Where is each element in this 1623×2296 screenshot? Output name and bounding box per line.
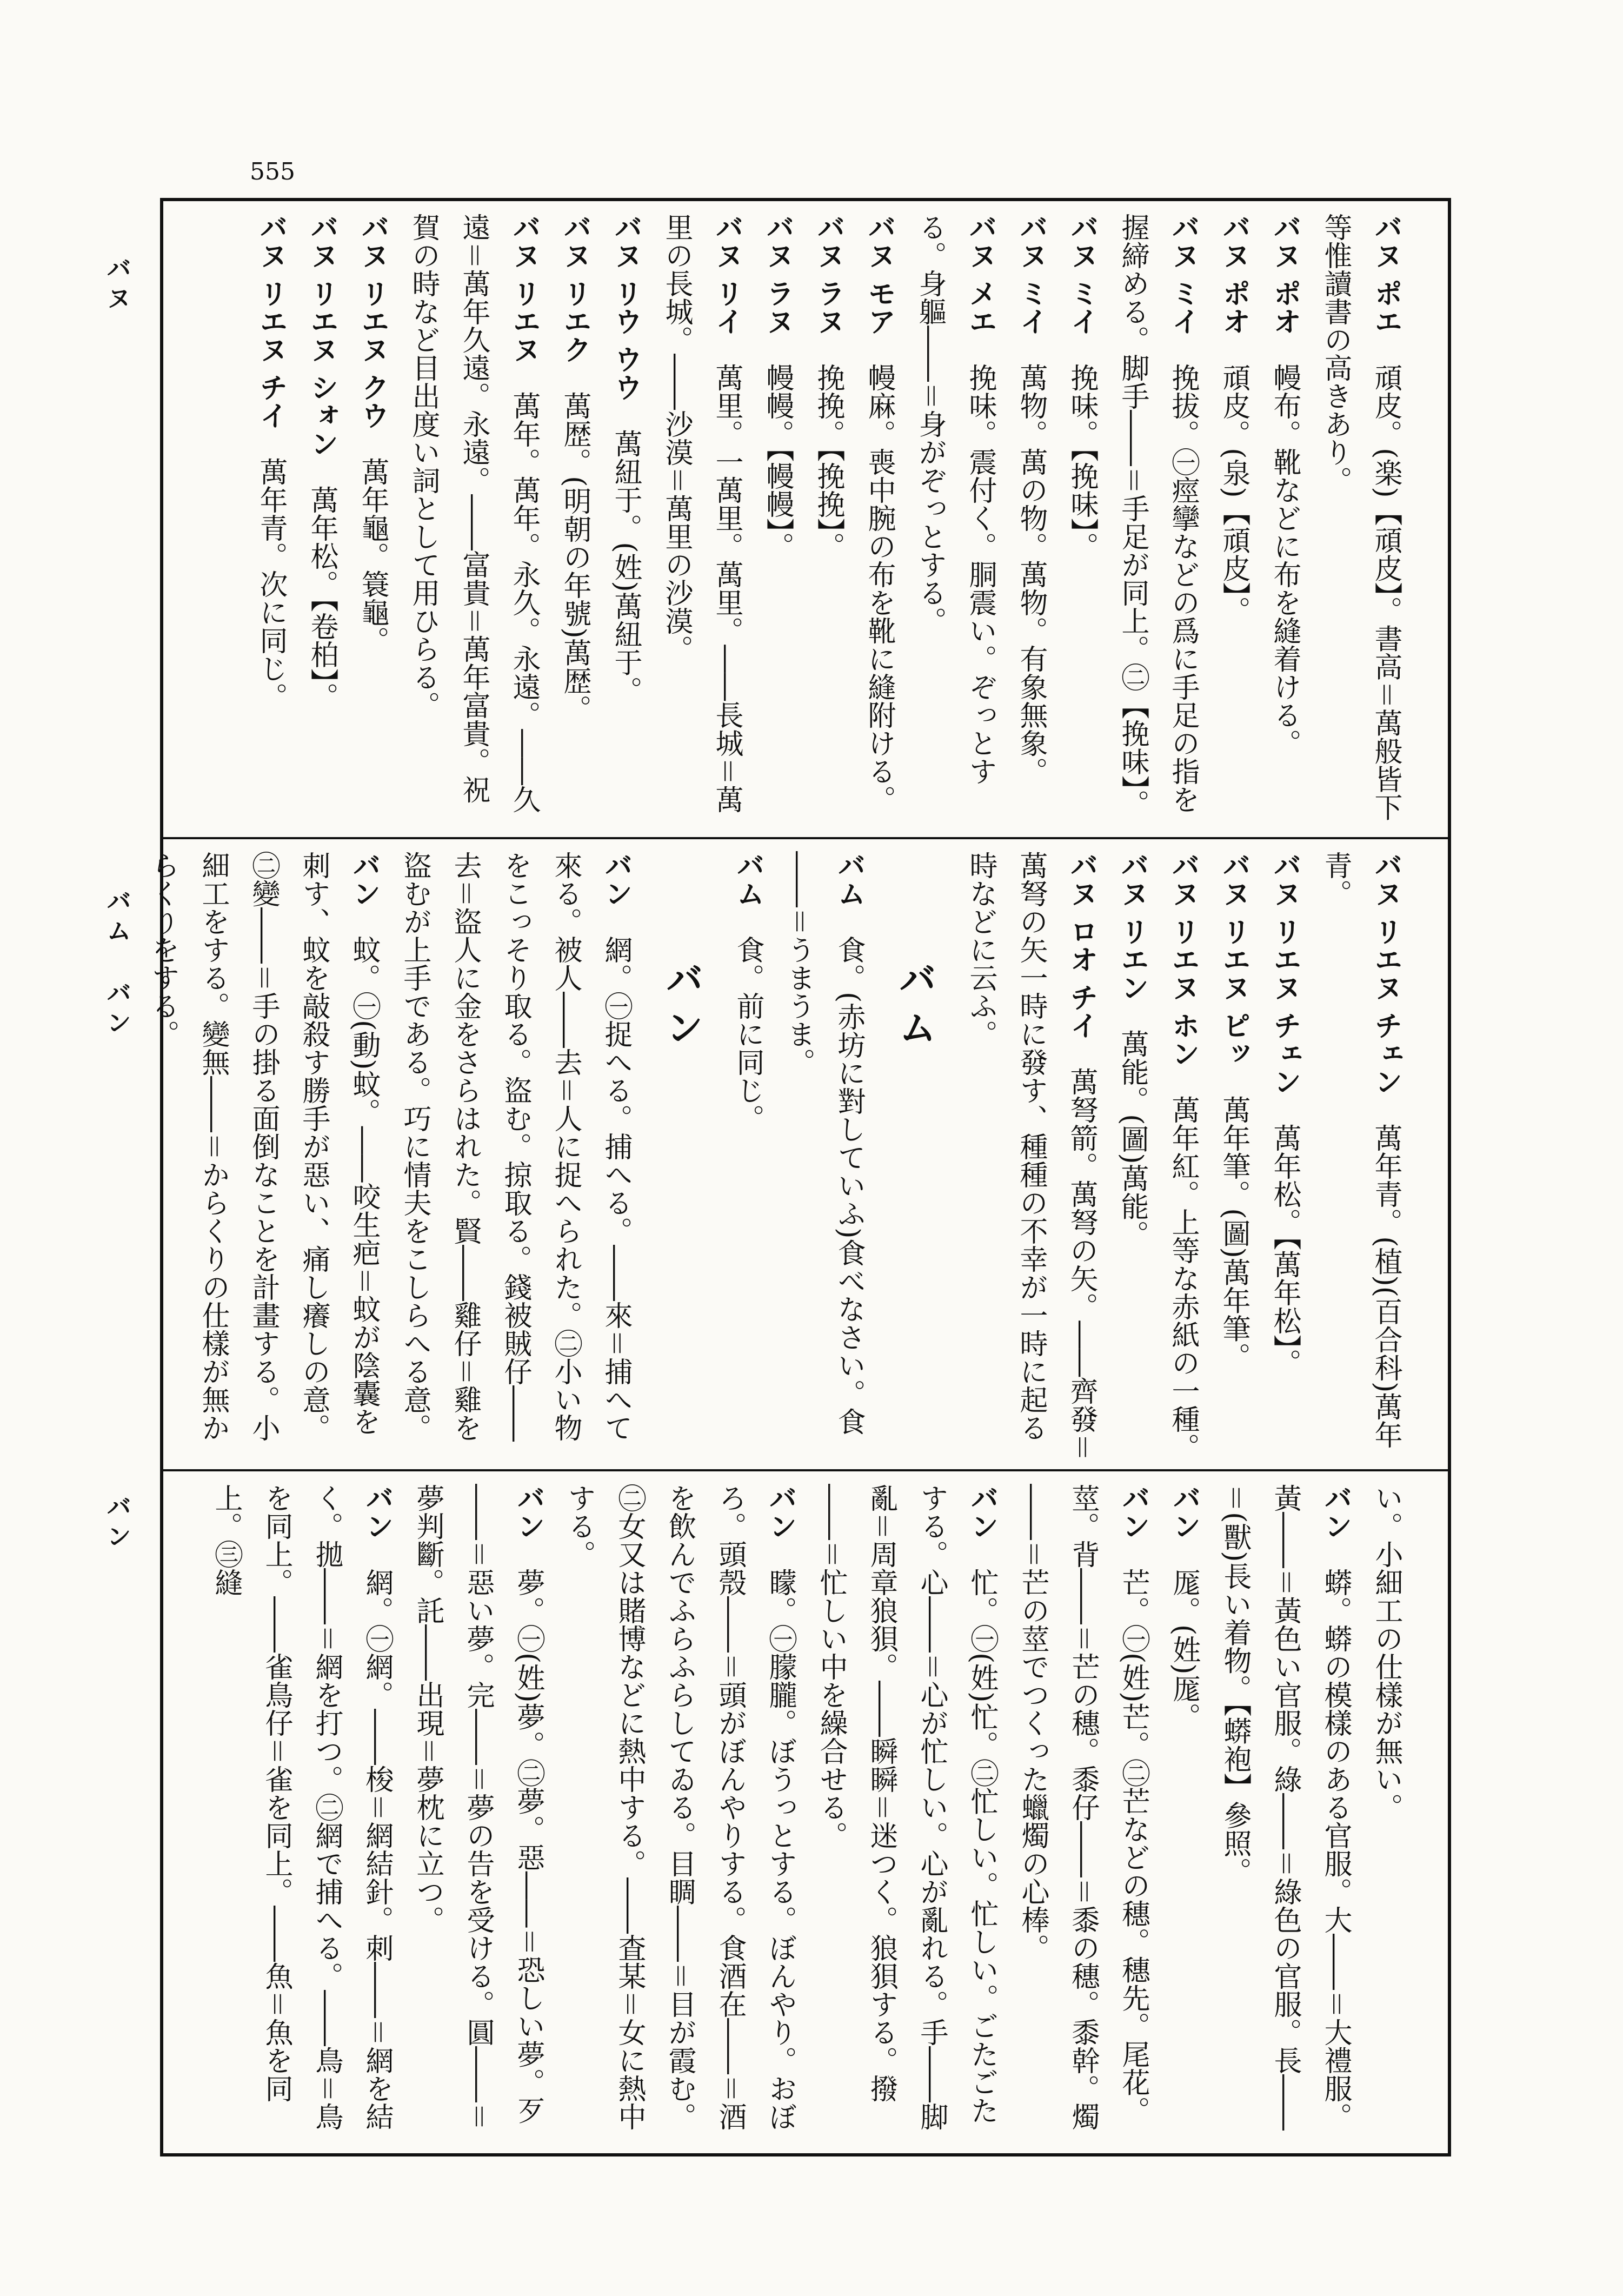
entry-definition: 萬年松。【萬年松】。	[1268, 1124, 1301, 1377]
entry-headword: バン	[361, 1484, 394, 1540]
section-divider	[160, 1469, 1451, 1471]
entry-headword: バヌ ロオ チイ	[1065, 851, 1098, 1040]
entry-definition: 萬年筆。(圖)萬年筆。	[1218, 1096, 1250, 1371]
margin-label-char: ム	[107, 918, 131, 945]
dictionary-entry	[854, 213, 904, 830]
entry-definition: 幔幔。【幔幔】。	[761, 363, 794, 561]
entry-headword: バン	[966, 1484, 999, 1540]
entry-headword: バヌ リエヌ チェン	[1268, 851, 1301, 1096]
dictionary-entry	[1208, 213, 1259, 830]
page-number: 555	[250, 158, 295, 185]
entry-definition: 萬歴。(明朝の年號)萬歴。	[558, 391, 591, 723]
section-heading: バム	[893, 959, 937, 1057]
margin-label-1	[97, 254, 141, 314]
dictionary-entry	[389, 851, 641, 1462]
entry-headword: バヌ ラヌ	[761, 213, 794, 336]
entry-headword: バヌ リエヌ ピッ	[1218, 851, 1250, 1068]
entry-headword: バヌ リウ ウウ	[609, 213, 642, 402]
dictionary-entry	[1107, 851, 1158, 1462]
entry-headword: バム	[833, 851, 866, 907]
entry-headword: バヌ ミイ	[1167, 213, 1200, 336]
dictionary-entry	[1361, 1484, 1411, 2149]
entry-headword: バン	[512, 1484, 545, 1540]
dictionary-entry	[296, 213, 347, 830]
entry-definition: 頑皮。(泉)【頑皮】。	[1218, 363, 1250, 625]
dictionary-entry	[955, 851, 1107, 1462]
dictionary-entry	[1056, 213, 1107, 830]
margin-label-char	[115, 946, 123, 979]
dictionary-entry	[803, 213, 854, 830]
entry-headword: バヌ ポオ	[1268, 213, 1301, 336]
entry-headword: バヌ ポオ	[1218, 213, 1250, 336]
entry-headword: バヌ リエン	[1116, 851, 1149, 1002]
entry-definition: 萬年青。次に同じ。	[255, 457, 287, 711]
entry-definition: 幔麻。喪中腕の布を靴に縫附ける。	[863, 363, 895, 814]
dictionary-entry	[554, 1484, 806, 2149]
margin-label-char: バ	[107, 255, 131, 283]
entry-headword: バヌ リエヌ チェン	[1369, 851, 1402, 1096]
dictionary-entry	[1107, 213, 1208, 830]
dictionary-entry	[398, 213, 549, 830]
dictionary-entry	[806, 1484, 1007, 2149]
entry-definition: 萬弩箭。萬弩の矢。――齊發＝萬弩の矢一時に發す、種種の不幸が一時に起る時などに云ふ。	[965, 851, 1097, 1462]
entry-definition: 忙。㊀(姓)忙。㊁忙しい。忙しい。ごたごたする。心――＝心が忙しい。心が亂れる。手――脚亂＝周章狼狽。――瞬瞬＝迷つく。狼狽する。撥――＝忙しい中を繰合せる。	[815, 1484, 998, 2131]
dictionary-section-2	[147, 846, 1433, 1462]
entry-headword: バン	[1319, 1484, 1352, 1540]
entry-headword: バヌ リイ	[710, 213, 743, 336]
entry-definition: 食。前に同じ。	[731, 935, 764, 1132]
dictionary-entry	[549, 213, 600, 830]
entry-definition: 萬年青。(植)(百合科)萬年青。	[1319, 851, 1402, 1449]
dictionary-entry	[773, 851, 874, 1462]
entry-definition: 挽味。震付く。胴震い。ぞっとする。身軀――＝身がぞっとする。	[914, 213, 996, 786]
entry-headword: バヌ ミイ	[1015, 213, 1048, 336]
dictionary-entry	[1209, 1484, 1361, 2149]
entry-definition: 萬里。一萬里。萬里。――長城＝萬里の長城。――沙漠＝萬里の沙漠。	[660, 213, 743, 814]
margin-label-2	[97, 887, 141, 1038]
entry-headword: バン	[600, 851, 633, 907]
entry-definition: 萬能。(圖)萬能。	[1116, 1030, 1148, 1249]
entry-definition: 萬年龜。簑龜。	[356, 457, 389, 655]
entry-headword: バヌ ミイ	[1066, 213, 1099, 336]
entry-headword: バン	[1168, 1484, 1201, 1540]
entry-definition: 萬年松。【卷柏】。	[305, 486, 338, 711]
dictionary-section-3	[173, 1478, 1433, 2149]
entry-definition: 幔布。靴などに布を縫着ける。	[1268, 363, 1301, 758]
entry-definition: 食。(赤坊に對していふ)食べなさい。食――＝うまうま。	[782, 851, 865, 1436]
dictionary-entry	[1310, 851, 1411, 1462]
dictionary-entry	[600, 213, 651, 830]
margin-label-char: バ	[107, 1494, 131, 1521]
dictionary-entry	[137, 851, 389, 1462]
entry-headword: バム	[731, 851, 764, 907]
entry-headword: バヌ リエヌ	[508, 213, 541, 364]
entry-headword: バン	[348, 851, 381, 907]
entry-definition: 挽拔。㊀痙攣などの爲に手足の指を握締める。脚手――＝手足が同上。㊁【挽味】。	[1116, 213, 1199, 818]
entry-headword: バヌ リエヌ ホン	[1167, 851, 1200, 1068]
entry-definition: 萬紐于。(姓)萬紐于。	[609, 429, 642, 705]
entry-definition: 夢。㊀(姓)夢。㊁夢。惡――＝恐しい夢。歹――＝惡い夢。完――＝夢の告を受ける。圓――＝夢判斷。託――出現＝夢枕に立つ。	[411, 1484, 544, 2131]
margin-label-char: バ	[107, 980, 131, 1007]
entry-definition: 芒。㊀(姓)芒。㊁芒などの穗。穗先。尾花。莖。背――＝芒の穗。黍仔――＝黍の穗。黍幹。燭――＝芒の莖でつくった蠟燭の心棒。	[1016, 1484, 1149, 2131]
entry-headword: バヌ リエク	[558, 213, 591, 364]
dictionary-entry	[1259, 851, 1310, 1462]
entry-definition: 蟒。蟒の模樣のある官服。大――＝大禮服。黃――＝黃色い官服。綠――＝綠色の官服。長――＝(獸)長い着物。【蟒袍】參照。	[1219, 1484, 1352, 2131]
dictionary-entry	[1208, 851, 1259, 1462]
section-divider	[160, 837, 1451, 839]
margin-label-char: バ	[107, 888, 131, 915]
dictionary-entry	[1310, 213, 1411, 830]
section-heading: バン	[660, 959, 704, 1057]
entry-definition: 萬年紅。上等な赤紙の一種。	[1167, 1096, 1199, 1462]
entry-definition: 矇。㊀朦朧。ぼうっとする。ぼんやり。おぼろ。頭殼――＝頭がぼんやりする。食酒在――＝酒を飲んでふらふらしてゐる。目睭――＝目が霞む。㊁女又は賭博などに熱中する。――査某＝女に熱中する。	[563, 1484, 796, 2131]
entry-definition: 網。㊀網。――梭＝網結針。刺――＝網を結く。拋――＝網を打つ。㊁網で捕へる。――鳥＝鳥を同上。――雀鳥仔＝雀を同上。――魚＝魚を同上。㊂縫	[210, 1484, 393, 2131]
dictionary-entry	[1159, 1484, 1209, 2149]
entry-definition: 蚊。㊀(動)蚊。――咬生疤＝蚊が陰囊を刺す、蚊を敲殺す勝手が惡い、痛し癢しの意。㊁變――＝手の掛る面倒なことを計畫する。小細工をする。變無――＝からくりの仕樣が無からくりをする。	[147, 851, 380, 1442]
entry-headword: バヌ リエヌ シォン	[305, 213, 338, 458]
entry-headword: バヌ ポエ	[1369, 213, 1402, 336]
entry-definition: 厖。(姓)厖。	[1168, 1568, 1200, 1731]
dictionary-entry	[402, 1484, 554, 2149]
entry-headword: バン	[1117, 1484, 1150, 1540]
dictionary-entry	[722, 851, 773, 1462]
margin-label-char: ヌ	[107, 285, 131, 313]
dictionary-entry	[1006, 213, 1056, 830]
dictionary-entry	[1158, 851, 1208, 1462]
dictionary-entry	[904, 213, 1006, 830]
entry-headword: バン	[764, 1484, 797, 1540]
margin-label-char: ン	[107, 1523, 131, 1551]
dictionary-entry	[752, 213, 803, 830]
entry-headword: バヌ モア	[863, 213, 896, 336]
entry-definition: 網。㊀捉へる。捕へる。――來＝捕へて來る。被人――去＝人に捉へられた。㊁小い物をこっそり取る。盜む。掠取る。錢被賊仔――去＝盜人に金をさらはれた。賢――雞仔＝雞を盜むが上手である。巧に情夫をこしらへる意。	[398, 851, 632, 1442]
dictionary-entry	[347, 213, 398, 830]
entry-definition: 挽味。【挽味】。	[1066, 363, 1098, 561]
dictionary-entry	[201, 1484, 402, 2149]
entry-definition: い。小細工の仕樣が無い。	[1370, 1484, 1402, 1821]
entry-headword: バヌ ラヌ	[812, 213, 845, 336]
entry-headword: バヌ メエ	[964, 213, 997, 336]
dictionary-entry	[1007, 1484, 1159, 2149]
margin-label-3	[97, 1492, 141, 1552]
entry-headword: バヌ リエヌ クウ	[356, 213, 389, 430]
entry-headword: バヌ リエヌ チイ	[255, 213, 288, 430]
dictionary-section-1	[173, 208, 1433, 830]
dictionary-entry	[245, 213, 296, 830]
entry-definition: 挽挽。【挽挽】。	[812, 363, 844, 561]
entry-definition: 萬年。萬年。永久。永遠。――久遠＝萬年久遠。永遠。――富貴＝萬年富貴。祝賀の時など目出度い詞として用ひらる。	[407, 213, 540, 814]
entry-definition: 頑皮。(楽)【頑皮】。書高＝萬般皆下等惟讀書の高きあり。	[1319, 213, 1402, 821]
margin-label-char: ン	[107, 1010, 131, 1037]
dictionary-entry	[1259, 213, 1310, 830]
entry-definition: 萬物。萬の物。萬物。有象無象。	[1015, 363, 1047, 786]
dictionary-entry	[651, 213, 752, 830]
